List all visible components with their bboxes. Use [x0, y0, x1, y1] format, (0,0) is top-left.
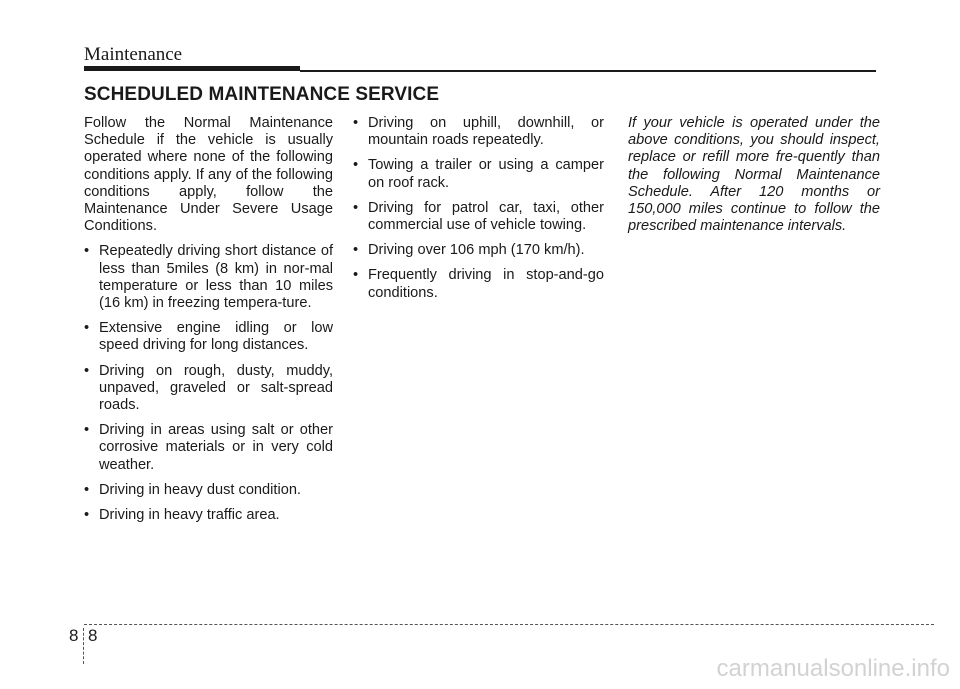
- list-item: • Frequently driving in stop-and-go conditions.: [353, 267, 604, 301]
- list-item: • Driving on uphill, downhill, or mountain roads repeatedly.: [353, 115, 604, 149]
- intro-paragraph: Follow the Normal Maintenance Schedule if the vehicle is usually operated where none of the following conditions apply. If any of the following conditions apply, follow the Maintenance Under Severe Usage Conditions.: [84, 115, 333, 235]
- list-item: • Driving in areas using salt or other corrosive materials or in very cold weather.: [84, 422, 333, 473]
- bullet-icon: •: [84, 243, 90, 260]
- list-item: • Driving in heavy dust condition.: [84, 481, 301, 498]
- footer-page-divider: [83, 628, 84, 664]
- bullet-icon: •: [84, 320, 90, 337]
- section-title: SCHEDULED MAINTENANCE SERVICE: [84, 84, 440, 105]
- list-item: • Extensive engine idling or low speed driving for long distances.: [84, 320, 333, 354]
- bullet-icon: •: [353, 267, 359, 284]
- header-rule-thick: [84, 66, 300, 71]
- condition-list-1: [84, 243, 333, 524]
- bullet-icon: •: [84, 422, 90, 439]
- header-rule-thin: [300, 70, 876, 72]
- bullet-icon: •: [84, 481, 90, 498]
- condition-list-2: [353, 115, 604, 302]
- bullet-icon: •: [353, 242, 359, 259]
- list-item: • Driving on rough, dusty, muddy, unpaved, graveled or salt-spread roads.: [84, 362, 333, 414]
- list-item: • Driving over 106 mph (170 km/h).: [353, 242, 585, 259]
- italic-note: If your vehicle is operated under the above conditions, you should inspect, replace or refill more fre-quently than the following Normal Maintenance Schedule. After 120 months or 150,000 miles continue to follow the prescribed maintenance intervals.: [628, 115, 880, 235]
- column-1: [84, 115, 333, 532]
- list-item: • Towing a trailer or using a camper on roof rack.: [353, 157, 604, 191]
- bullet-icon: •: [84, 362, 90, 379]
- bullet-icon: •: [353, 157, 359, 174]
- watermark: carmanualsonline.info: [716, 655, 950, 682]
- column-2: [353, 115, 604, 310]
- page-number: 8: [88, 626, 98, 645]
- list-item: • Driving for patrol car, taxi, other commercial use of vehicle towing.: [353, 199, 604, 234]
- list-item: • Repeatedly driving short distance of less than 5miles (8 km) in nor-mal temperature or less than 10 miles (16 km) in freezing tempera-ture.: [84, 243, 333, 312]
- bullet-icon: •: [353, 199, 359, 216]
- bullet-icon: •: [84, 507, 90, 524]
- bullet-icon: •: [353, 115, 359, 131]
- header-title: Maintenance: [84, 44, 183, 65]
- footer-divider: [84, 624, 934, 625]
- list-item: • Driving in heavy traffic area.: [84, 507, 280, 524]
- chapter-number: 8: [69, 626, 79, 645]
- column-3: [628, 115, 880, 235]
